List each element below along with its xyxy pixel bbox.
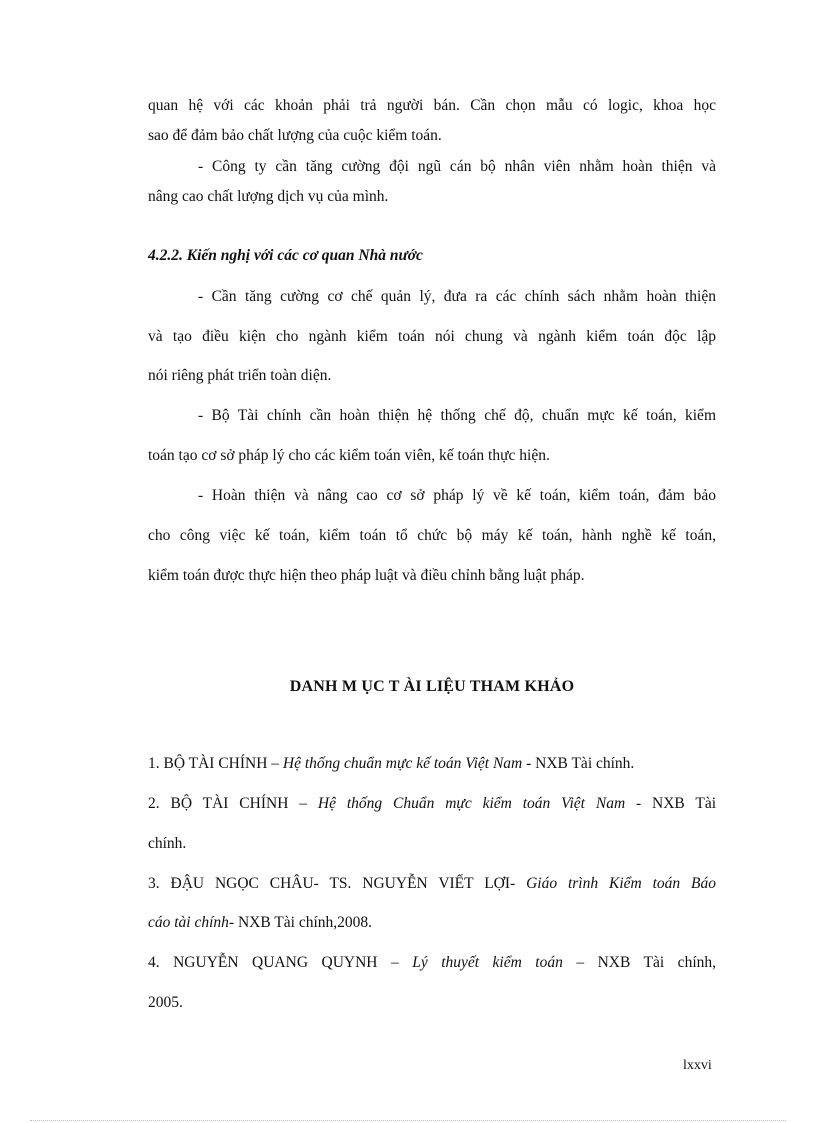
page-number: lxxvi (683, 1058, 712, 1073)
references-title: DANH M ỤC T ÀI LIỆU THAM KHẢO (289, 678, 575, 695)
reference-authors: 4. NGUYỄN QUANG QUYNH – (148, 954, 413, 971)
body-text-line: kiểm toán được thực hiện theo pháp luật và điều chỉnh bằng luật pháp. (148, 567, 585, 584)
body-text-line: sao để đảm bảo chất lượng của cuộc kiểm toán. (148, 127, 442, 144)
body-text-line: và tạo điều kiện cho ngành kiểm toán nói chung và ngành kiểm toán độc lập (148, 328, 716, 345)
reference-work-title: Hệ thống Chuẩn mực kiểm toán Việt Nam (317, 795, 626, 812)
reference-work-title: Lý thuyết kiểm toán (412, 954, 563, 971)
reference-work-title: Giáo trình Kiểm toán Báo (526, 875, 717, 892)
reference-item (148, 874, 716, 894)
reference-publisher: - NXB Tài chính,2008. (228, 914, 373, 931)
body-text-line: quan hệ với các khoản phải trả người bán. Cần chọn mẫu có logic, khoa học (148, 97, 716, 114)
reference-item (148, 953, 716, 973)
reference-work-title: cáo tài chính (148, 914, 229, 931)
reference-authors: 2. BỘ TÀI CHÍNH – (148, 795, 318, 812)
reference-continuation: 2005. (148, 994, 183, 1011)
body-text-line: - Cần tăng cường cơ chế quản lý, đưa ra các chính sách nhằm hoàn thiện (198, 288, 716, 305)
reference-continuation: chính. (148, 835, 187, 852)
footer-divider (30, 1120, 786, 1121)
body-text-line: nâng cao chất lượng dịch vụ của mình. (148, 188, 389, 205)
reference-item (148, 794, 716, 814)
body-text-line: nói riêng phát triển toàn diện. (148, 367, 332, 384)
body-text-line: - Công ty cần tăng cường đội ngũ cán bộ nhân viên nhằm hoàn thiện và (198, 158, 716, 175)
reference-work-title: Hệ thống chuẩn mực kế toán Việt Nam (282, 755, 523, 772)
body-text-line: - Bộ Tài chính cần hoàn thiện hệ thống chế độ, chuẩn mực kế toán, kiểm (198, 407, 716, 424)
reference-authors: 1. BỘ TÀI CHÍNH – (148, 755, 283, 772)
reference-publisher: - NXB Tài (625, 795, 717, 812)
body-text-line: toán tạo cơ sở pháp lý cho các kiểm toán viên, kế toán thực hiện. (148, 447, 550, 464)
reference-item (148, 754, 716, 774)
reference-publisher: - NXB Tài chính. (522, 755, 635, 772)
body-text-line: - Hoàn thiện và nâng cao cơ sở pháp lý về kế toán, kiểm toán, đảm bảo (198, 487, 716, 504)
section-heading: 4.2.2. Kiến nghị với các cơ quan Nhà nước (148, 247, 423, 264)
reference-publisher: – NXB Tài chính, (562, 954, 716, 971)
body-text-line: cho công việc kế toán, kiểm toán tổ chức bộ máy kế toán, hành nghề kế toán, (148, 527, 716, 544)
reference-authors: 3. ĐẬU NGỌC CHÂU- TS. NGUYỄN VIẾT LỢI- (148, 875, 527, 892)
reference-continuation (148, 913, 716, 933)
